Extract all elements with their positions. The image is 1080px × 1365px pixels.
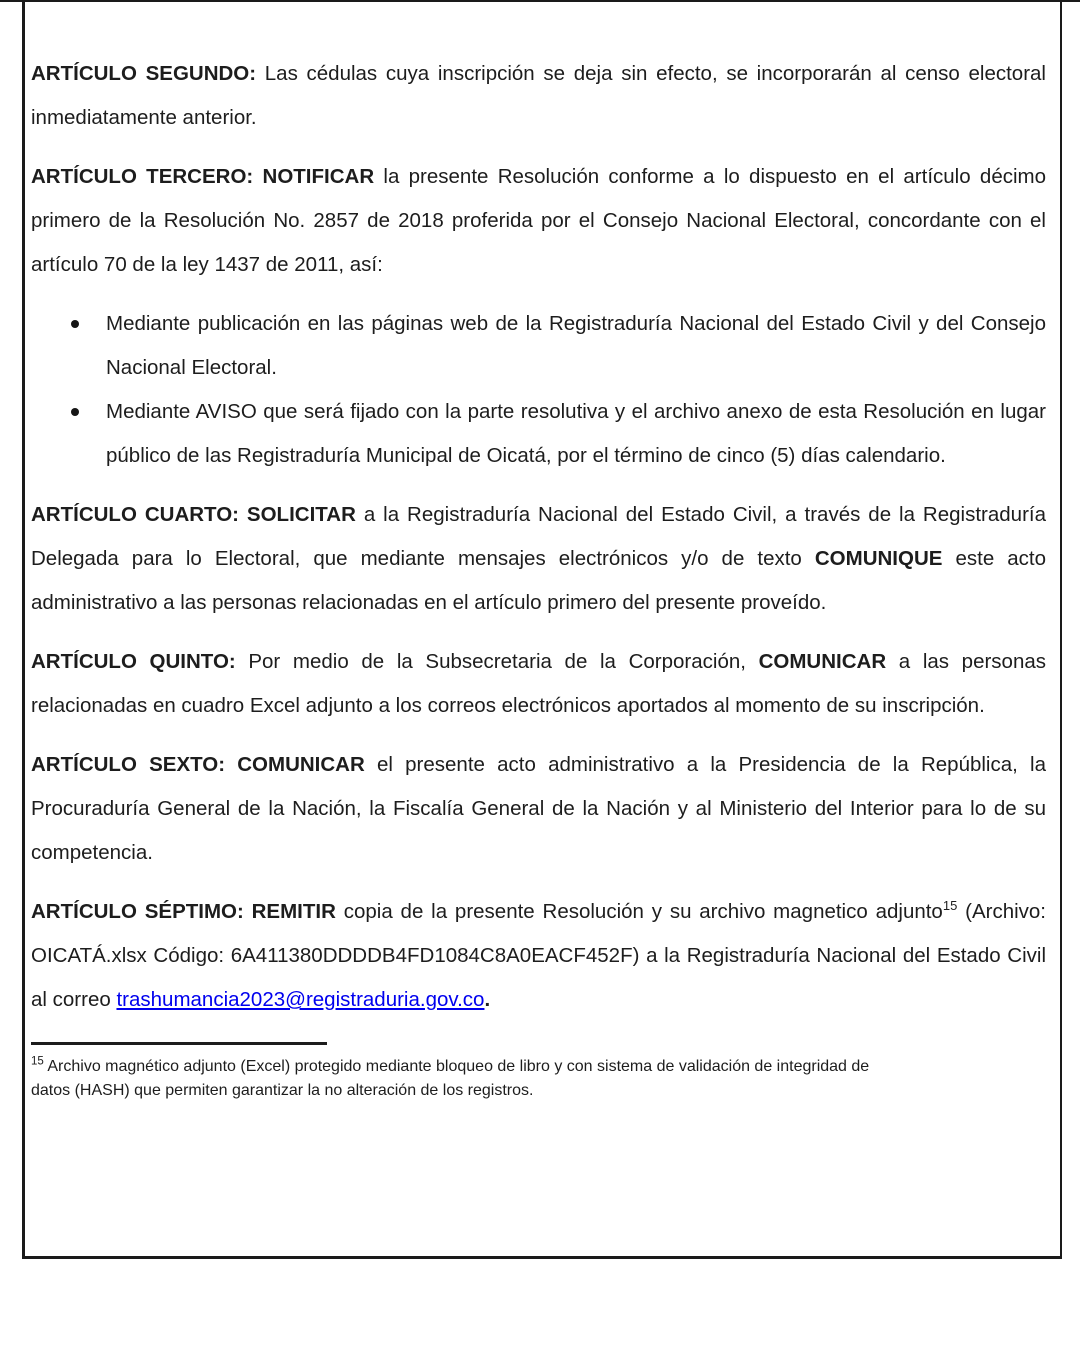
email-link[interactable]: trashumancia2023@registraduria.gov.co xyxy=(116,988,485,1011)
body-text: (Archivo: OICATÁ.xlsx Código: 6A411380DDDDB4FD1084C8A0EACF452F) a la Registraduría Nacional del Estado Civil al correo xyxy=(31,900,1047,1011)
page-frame xyxy=(22,0,1062,1259)
bold-text: ARTÍCULO QUINTO: xyxy=(31,650,236,673)
bullet-list xyxy=(31,302,1046,478)
bold-text: COMUNICAR xyxy=(758,650,887,673)
bold-text: ARTÍCULO CUARTO: SOLICITAR xyxy=(31,503,356,526)
bold-text: ARTÍCULO SEGUNDO: xyxy=(31,62,257,85)
body-text: copia de la presente Resolución y su archivo magnetico adjunto xyxy=(335,900,943,923)
bullet-dot-icon xyxy=(71,320,79,328)
bullet-text xyxy=(106,400,1046,467)
paragraph xyxy=(31,155,1046,287)
body-text: a las personas relacionadas en cuadro Excel adjunto a los correos electrónicos aportados al momento de su inscripción. xyxy=(31,650,1047,717)
footnote-line-1: Archivo magnético adjunto (Excel) protegido mediante bloqueo de libro y con sistema de validación de integridad de xyxy=(47,1058,870,1075)
footnote-text xyxy=(31,1055,1046,1103)
bullet-text xyxy=(106,312,1046,379)
footnote-line-2: datos (HASH) que permiten garantizar la no alteración de los registros. xyxy=(31,1082,534,1099)
footnote-marker: 15 xyxy=(31,1055,44,1068)
paragraph xyxy=(31,890,1046,1022)
bold-text: ARTÍCULO SEXTO: COMUNICAR xyxy=(31,753,365,776)
bold-text: ARTÍCULO TERCERO: NOTIFICAR xyxy=(31,165,375,188)
body-text: a la Registraduría Nacional del Estado Civil, a través de la Registraduría Delegada para lo Electoral, que mediante mensajes electrónicos y/o de texto xyxy=(31,503,1046,570)
document-content xyxy=(31,52,1046,1022)
bold-text: ARTÍCULO SÉPTIMO: REMITIR xyxy=(31,900,336,923)
footnote-ref: 15 xyxy=(942,898,958,914)
body-text: Mediante AVISO que será fijado con la parte resolutiva y el archivo anexo de esta Resolución en lugar público de las Registraduría Municipal de Oicatá, por el término de cinco (5) días calendario. xyxy=(106,400,1046,467)
bold-text: COMUNIQUE xyxy=(814,547,943,570)
paragraph xyxy=(31,52,1046,140)
body-text: Mediante publicación en las páginas web de la Registraduría Nacional del Estado Civil y del Consejo Nacional Electoral. xyxy=(106,312,1046,379)
bullet-dot-icon xyxy=(71,408,79,416)
body-text: el presente acto administrativo a la Presidencia de la República, la Procuraduría General de la Nación, la Fiscalía General de la Nación y al Ministerio del Interior para lo de su competencia. xyxy=(31,753,1046,864)
paragraph xyxy=(31,640,1046,728)
bullet-item xyxy=(31,390,1046,478)
body-text: la presente Resolución conforme a lo dispuesto en el artículo décimo primero de la Resolución No. 2857 de 2018 proferida por el Consejo Nacional Electoral, concordante con el artículo 70 de la ley 1437 de 2011, así: xyxy=(31,165,1047,276)
bullet-item xyxy=(31,302,1046,390)
paragraph xyxy=(31,743,1046,875)
paragraph xyxy=(31,493,1046,625)
body-text: Por medio de la Subsecretaria de la Corporación, xyxy=(235,650,759,673)
footnote-separator xyxy=(31,1042,327,1045)
bold-text: . xyxy=(484,988,491,1011)
body-text: este acto administrativo a las personas relacionadas en el artículo primero del presente proveído. xyxy=(31,547,1047,614)
body-text: Las cédulas cuya inscripción se deja sin efecto, se incorporarán al censo electoral inmediatamente anterior. xyxy=(31,62,1046,129)
